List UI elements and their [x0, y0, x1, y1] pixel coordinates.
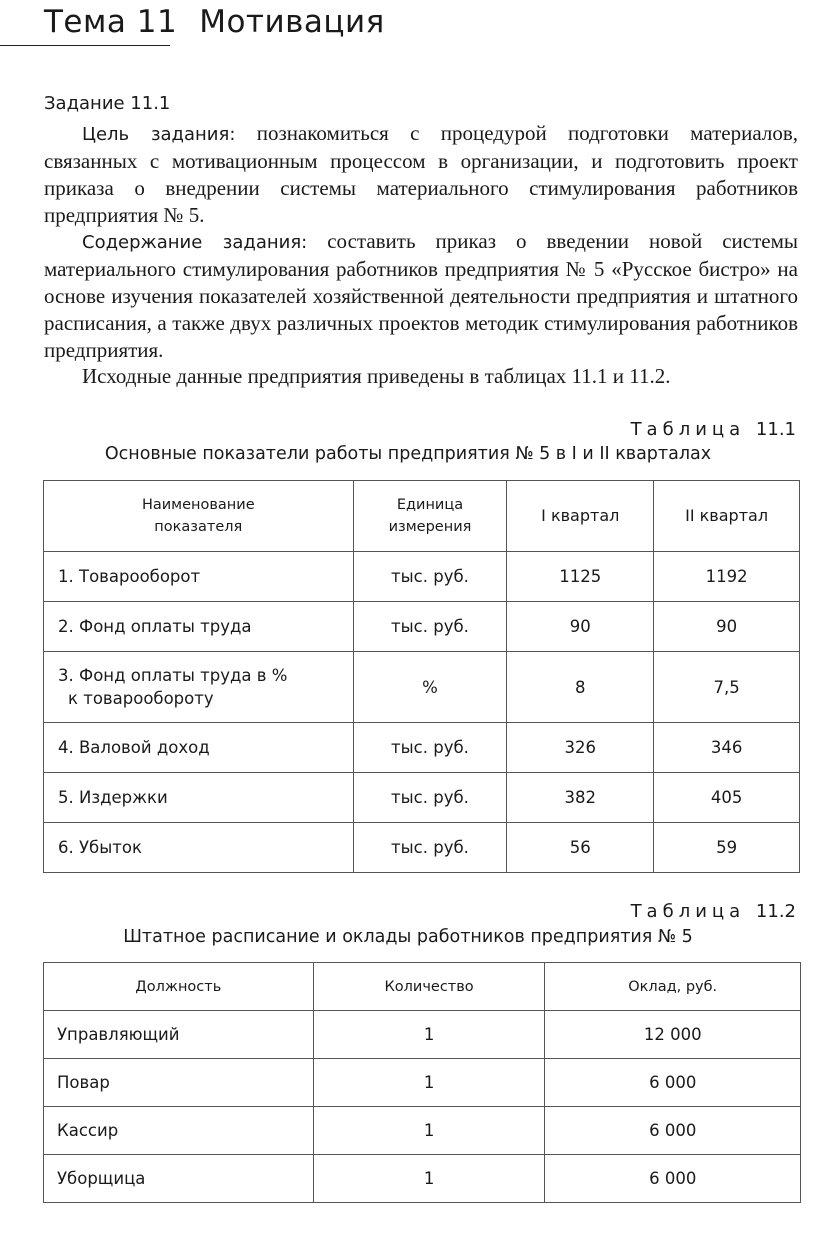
col-header-q1: I квартал: [507, 481, 654, 552]
indicator-q2: 59: [654, 823, 800, 873]
goal-lead: Цель задания:: [82, 124, 236, 145]
col-header-q2: II квартал: [654, 481, 800, 552]
indicator-name: 5. Издержки: [44, 773, 354, 823]
table-row: [44, 823, 800, 873]
col-header-count: Количество: [313, 963, 545, 1011]
table2-caption: Штатное расписание и оклады работников предприятия № 5: [123, 927, 693, 947]
task-goal-paragraph: [44, 120, 798, 229]
table-row: [44, 602, 800, 652]
table-row: [44, 773, 800, 823]
col-header-position: Должность: [44, 963, 314, 1011]
indicators-table: [43, 480, 800, 873]
table1-label: Таблица: [630, 419, 746, 440]
topic-title: Мотивация: [199, 4, 385, 40]
page-header: [0, 0, 816, 56]
table-row: [44, 723, 800, 773]
position-name: Повар: [44, 1059, 314, 1107]
indicator-unit: тыс. руб.: [353, 602, 507, 652]
table2-number-value: 11.2: [755, 901, 796, 922]
header-divider: [0, 45, 170, 46]
position-salary: 6 000: [545, 1107, 801, 1155]
indicator-q1: 1125: [507, 552, 654, 602]
indicator-q1: 326: [507, 723, 654, 773]
position-count: 1: [313, 1059, 545, 1107]
position-name: Кассир: [44, 1107, 314, 1155]
table-row: [44, 652, 800, 723]
indicator-q2: 7,5: [654, 652, 800, 723]
source-data-paragraph: Исходные данные предприятия приведены в таблицах 11.1 и 11.2.: [82, 364, 671, 388]
indicator-q2: 346: [654, 723, 800, 773]
position-count: 1: [313, 1155, 545, 1203]
position-salary: 6 000: [545, 1059, 801, 1107]
col-header-salary: Оклад, руб.: [545, 963, 801, 1011]
table-row: [44, 1059, 801, 1107]
content-lead: Содержание задания:: [82, 232, 308, 253]
indicator-q1: 56: [507, 823, 654, 873]
staffing-table: [43, 962, 801, 1203]
position-count: 1: [313, 1107, 545, 1155]
position-salary: 6 000: [545, 1155, 801, 1203]
col-header-indicator: Наименование показателя: [44, 481, 354, 552]
table2-label: Таблица: [630, 901, 746, 922]
table-row: [44, 1011, 801, 1059]
table-row: [44, 1155, 801, 1203]
indicator-name: 4. Валовой доход: [44, 723, 354, 773]
position-count: 1: [313, 1011, 545, 1059]
indicator-q1: 382: [507, 773, 654, 823]
indicator-q2: 405: [654, 773, 800, 823]
indicator-name: 1. Товарооборот: [44, 552, 354, 602]
indicator-unit: тыс. руб.: [353, 823, 507, 873]
indicator-name: 2. Фонд оплаты труда: [44, 602, 354, 652]
table-header-row: [44, 963, 801, 1011]
topic-word: Тема: [44, 4, 127, 40]
indicator-name: 3. Фонд оплаты труда в % к товарообороту: [44, 652, 354, 723]
position-name: Уборщица: [44, 1155, 314, 1203]
indicator-unit: тыс. руб.: [353, 773, 507, 823]
table1-number: [631, 419, 796, 440]
indicator-name: 6. Убыток: [44, 823, 354, 873]
indicator-q1: 90: [507, 602, 654, 652]
table2-number: [631, 901, 796, 922]
page-title: [44, 4, 385, 40]
task-content-paragraph: [44, 228, 798, 364]
table-header-row: [44, 481, 800, 552]
goal-text: познакомиться с процедурой подготовки материалов, связанных с мотивационным процессом в организации, и подготовить проект приказа о внедрении системы материального стимулирования работников предприятия № 5.: [44, 121, 798, 227]
position-name: Управляющий: [44, 1011, 314, 1059]
indicator-unit: %: [353, 652, 507, 723]
table-row: [44, 1107, 801, 1155]
topic-number: 11: [136, 4, 178, 40]
task-label: Задание 11.1: [44, 93, 171, 114]
indicator-q1: 8: [507, 652, 654, 723]
table1-number-value: 11.1: [755, 419, 796, 440]
content-text: составить приказ о введении новой системы материального стимулирования работников предприятия № 5 «Русское бистро» на основе изучения показателей хозяйственной деятельности предприятия и штатного расписания, а также двух различных проектов методик стимулирования работников предприятия.: [44, 229, 798, 362]
indicator-unit: тыс. руб.: [353, 552, 507, 602]
table-row: [44, 552, 800, 602]
indicator-q2: 90: [654, 602, 800, 652]
indicator-unit: тыс. руб.: [353, 723, 507, 773]
table1-caption: Основные показатели работы предприятия № 5 в I и II кварталах: [104, 444, 712, 464]
position-salary: 12 000: [545, 1011, 801, 1059]
indicator-q2: 1192: [654, 552, 800, 602]
col-header-unit: Единица измерения: [353, 481, 507, 552]
